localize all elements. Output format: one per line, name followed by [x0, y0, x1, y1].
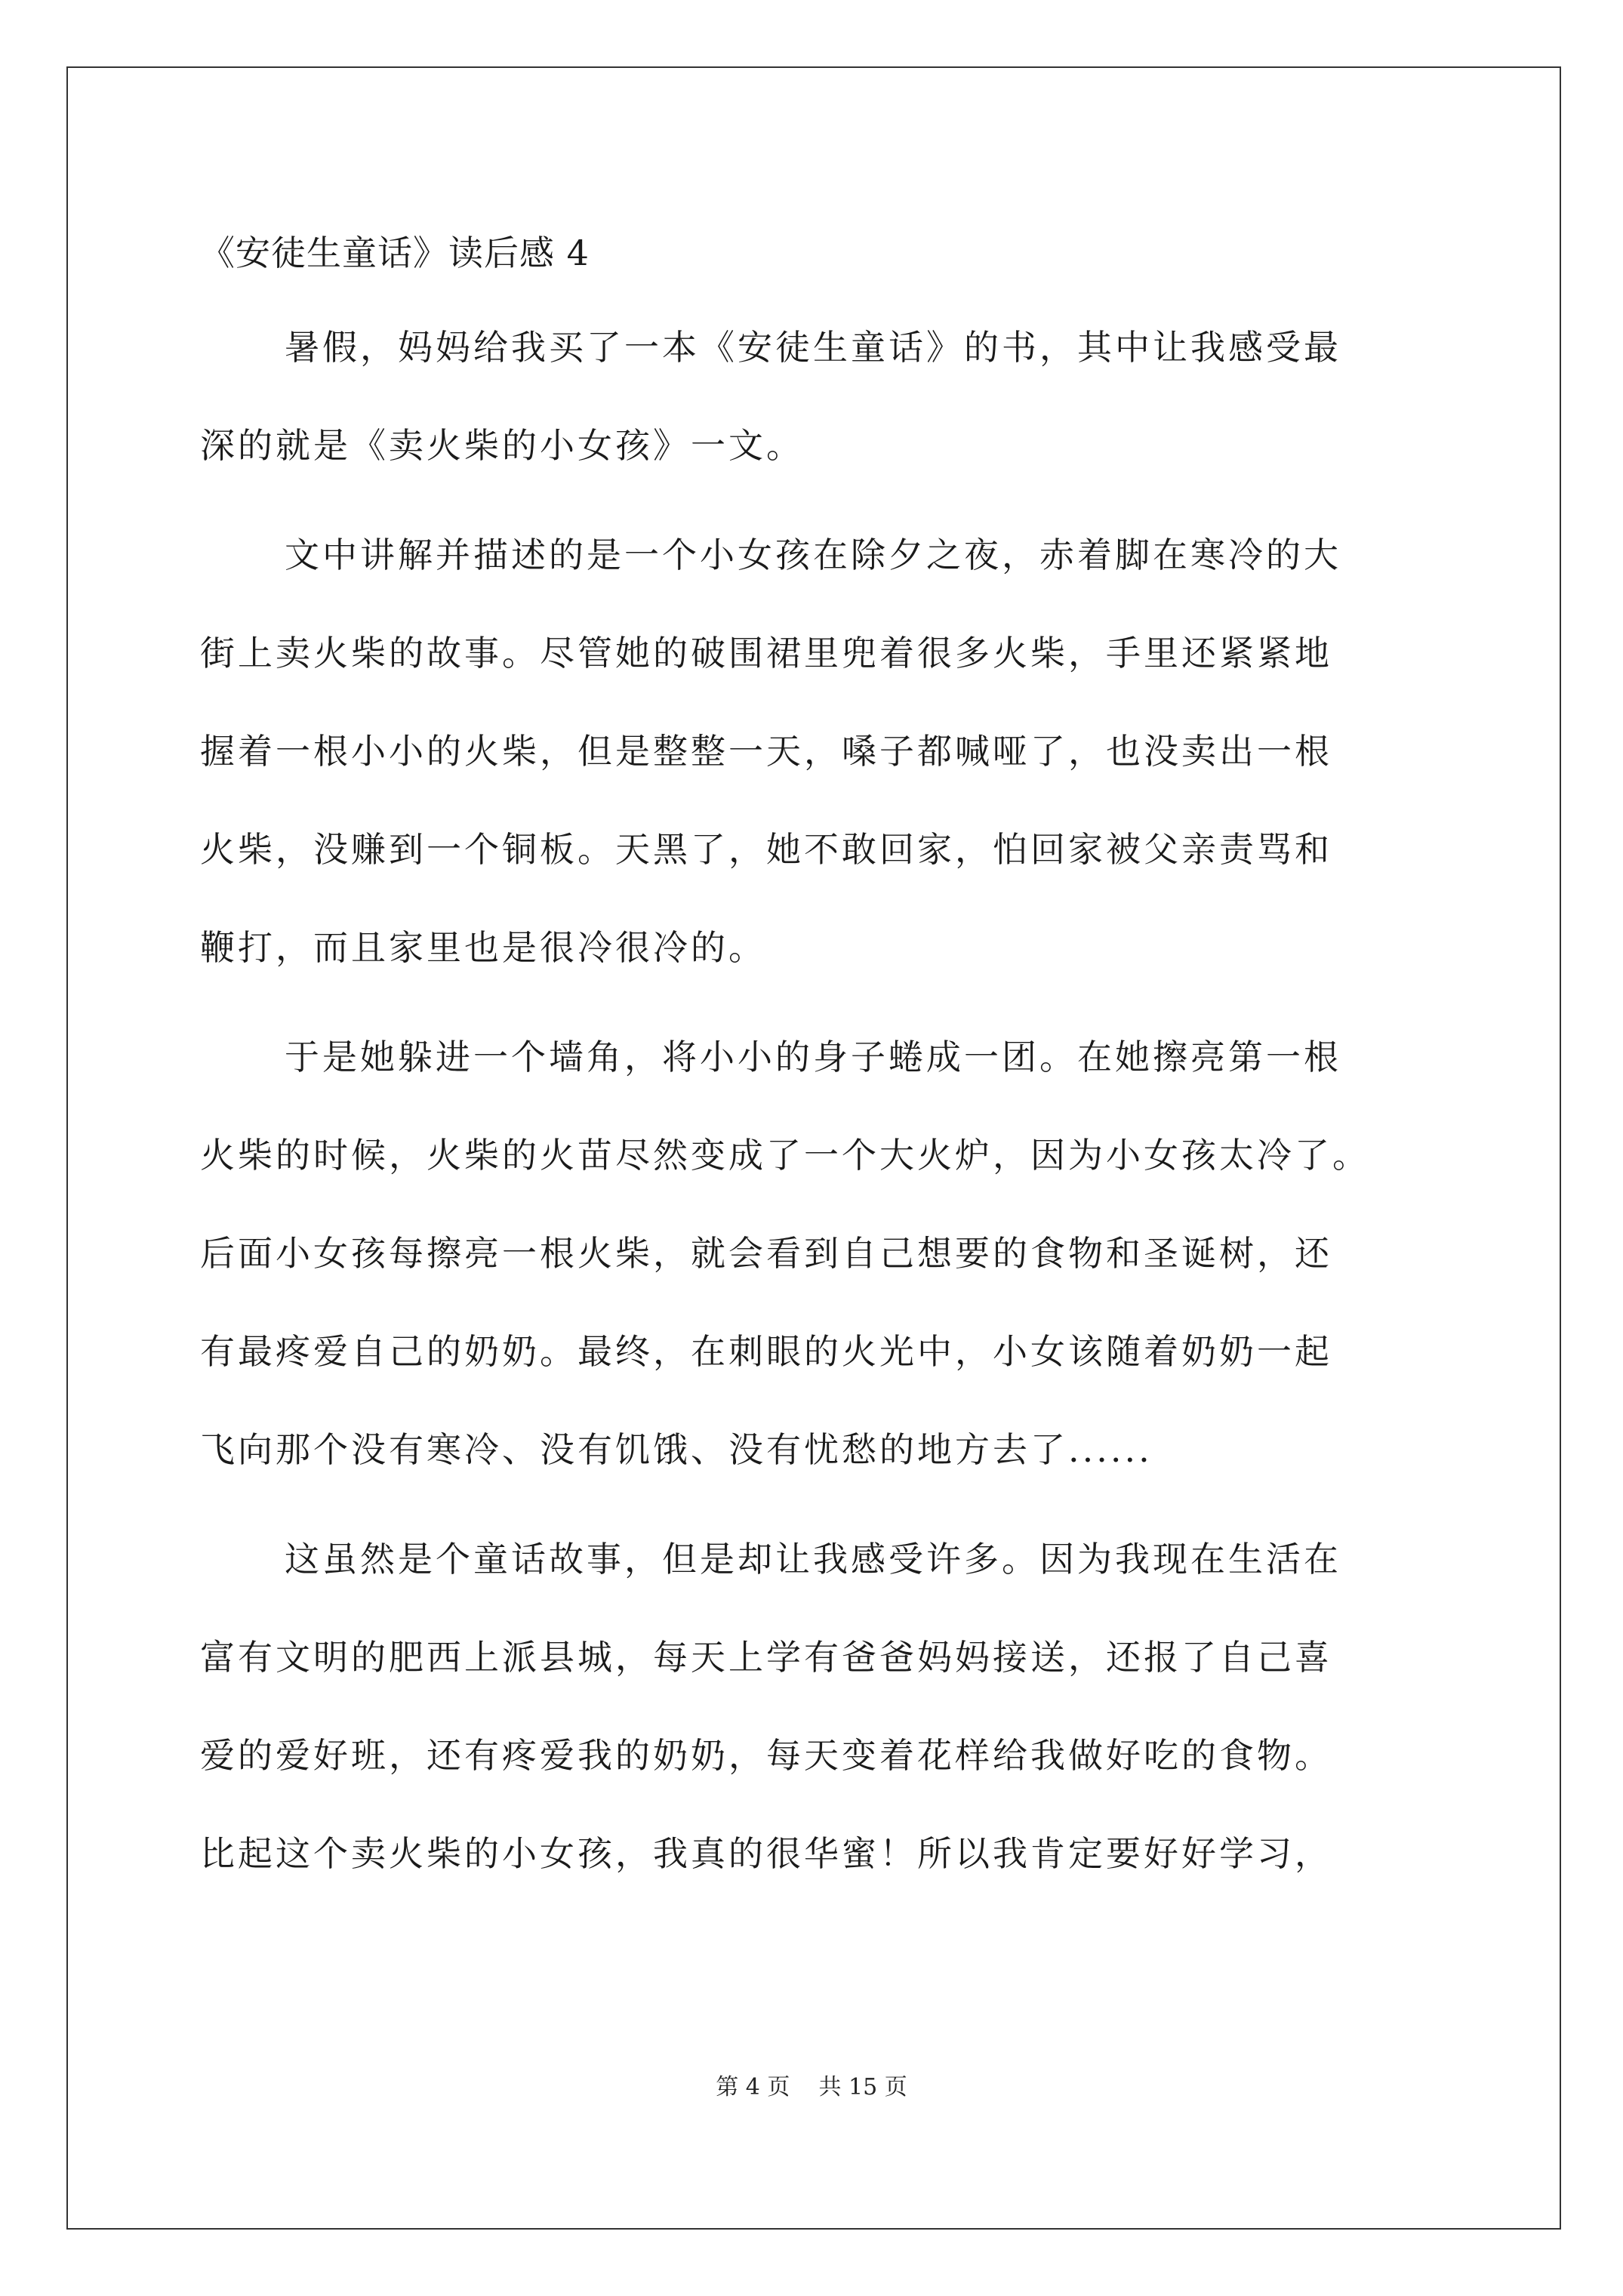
- text-line: 于是她躲进一个墙角，将小小的身子蜷成一团。在她擦亮第一根: [285, 1037, 1341, 1077]
- text-line: 握着一根小小的火柴，但是整整一天，嗓子都喊哑了，也没卖出一根: [200, 731, 1332, 772]
- document-body: [200, 215, 1438, 1903]
- text-line: 飞向那个没有寒冷、没有饥饿、没有忧愁的地方去了......: [200, 1429, 1153, 1470]
- text-line: 深的就是《卖火柴的小女孩》一文。: [200, 425, 804, 466]
- page-number-footer: 第 4 页 共 15 页: [716, 2074, 907, 2100]
- text-line: 街上卖火柴的故事。尽管她的破围裙里兜着很多火柴，手里还紧紧地: [200, 633, 1332, 673]
- text-line: 火柴，没赚到一个铜板。天黑了，她不敢回家，怕回家被父亲责骂和: [200, 829, 1332, 870]
- text-line: 暑假，妈妈给我买了一本《安徒生童话》的书，其中让我感受最: [285, 327, 1341, 368]
- paragraph-1: [200, 298, 1438, 495]
- paragraph-2: [200, 506, 1438, 997]
- text-line: 爱的爱好班，还有疼爱我的奶奶，每天变着花样给我做好吃的食物。: [200, 1735, 1332, 1776]
- paragraph-3: [200, 1008, 1438, 1499]
- text-line: 这虽然是个童话故事，但是却让我感受许多。因为我现在生活在: [285, 1539, 1341, 1579]
- document-title: 《安徒生童话》读后感 4: [200, 233, 590, 273]
- text-line: 后面小女孩每擦亮一根火柴，就会看到自己想要的食物和圣诞树，还: [200, 1233, 1332, 1274]
- text-line: 火柴的时候，火柴的火苗尽然变成了一个大火炉，因为小女孩太冷了。: [200, 1135, 1370, 1176]
- text-line: 文中讲解并描述的是一个小女孩在除夕之夜，赤着脚在寒冷的大: [285, 535, 1341, 575]
- text-line: 有最疼爱自己的奶奶。最终，在刺眼的火光中，小女该随着奶奶一起: [200, 1331, 1332, 1372]
- text-line: 富有文明的肥西上派县城，每天上学有爸爸妈妈接送，还报了自己喜: [200, 1637, 1332, 1678]
- paragraph-4: [200, 1510, 1438, 1903]
- text-line: 鞭打，而且家里也是很冷很冷的。: [200, 927, 766, 968]
- text-line: 比起这个卖火柴的小女孩，我真的很华蜜！所以我肯定要好好学习，: [200, 1833, 1332, 1874]
